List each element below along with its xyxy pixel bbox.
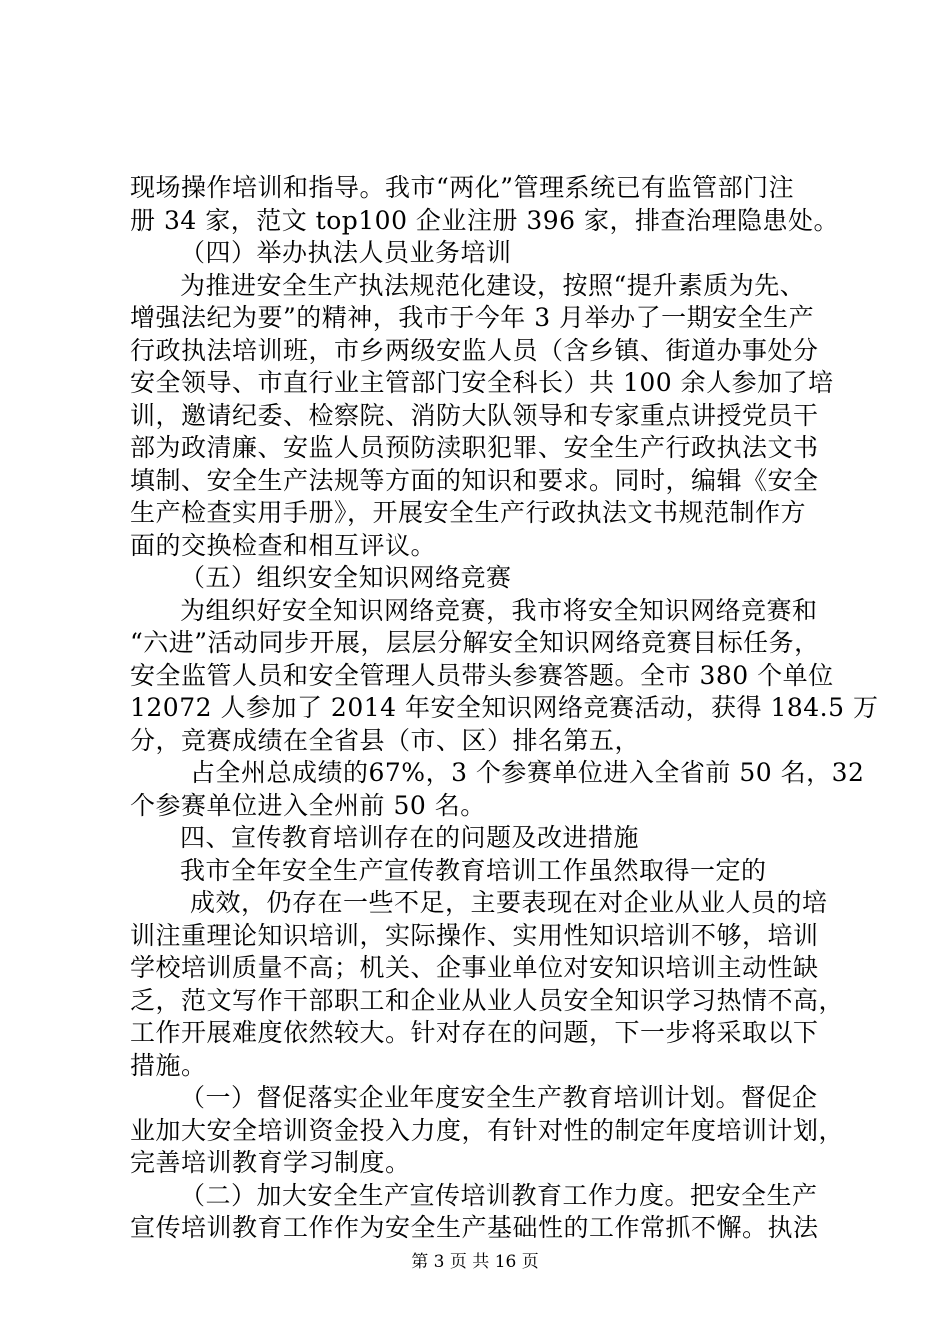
section-heading: （四）举办执法人员业务培训 xyxy=(180,238,512,267)
text-line: （一）督促落实企业年度安全生产教育培训计划。督促企 xyxy=(180,1083,818,1112)
text-line: 学校培训质量不高；机关、企事业单位对安知识培训主动性缺 xyxy=(130,953,819,982)
text-line: 我市全年安全生产宣传教育培训工作虽然取得一定的 xyxy=(180,855,767,885)
text-line: 业加大安全培训资金投入力度，有针对性的制定年度培训计划， xyxy=(130,1115,845,1145)
page-number: 第 3 页 共 16 页 xyxy=(411,1252,539,1272)
section-heading: 四、宣传教育培训存在的问题及改进措施 xyxy=(180,823,640,852)
text-line: 安全领导、市直行业主管部门安全科长）共 100 余人参加了培 xyxy=(130,368,834,397)
text-line: 措施。 xyxy=(130,1050,207,1080)
text-line: 宣传培训教育工作作为安全生产基础性的工作常抓不懈。执法 xyxy=(130,1213,819,1242)
text-line: 为推进安全生产执法规范化建设，按照“提升素质为先、 xyxy=(180,270,806,300)
text-line: 完善培训教育学习制度。 xyxy=(130,1148,411,1177)
text-line: 现场操作培训和指导。我市“两化”管理系统已有监管部门注 xyxy=(130,173,795,202)
text-line: 个参赛单位进入全州前 50 名。 xyxy=(130,790,486,820)
text-line: 成效，仍存在一些不足，主要表现在对企业从业人员的培 xyxy=(190,888,828,917)
text-line: 面的交换检查和相互评议。 xyxy=(130,530,437,560)
text-line: 分，竞赛成绩在全省县（市、区）排名第五， xyxy=(130,725,641,755)
text-line: “六进”活动同步开展，层层分解安全知识网络竞赛目标任务， xyxy=(130,628,820,657)
text-line: 占全州总成绩的67%，3 个参赛单位进入全省前 50 名，32 xyxy=(190,758,865,787)
text-line: 安全监管人员和安全管理人员带头参赛答题。全市 380 个单位 xyxy=(130,660,834,690)
text-line: 增强法纪为要”的精神，我市于今年 3 月举办了一期安全生产 xyxy=(130,303,815,332)
text-line: 为组织好安全知识网络竞赛，我市将安全知识网络竞赛和 xyxy=(180,595,818,625)
text-line: 册 34 家，范文 top100 企业注册 396 家，排查治理隐患处。 xyxy=(130,205,840,235)
document-body xyxy=(130,172,879,1245)
text-line: 部为政清廉、安监人员预防渎职犯罪、安全生产行政执法文书 xyxy=(130,433,819,462)
text-line: 12072 人参加了 2014 年安全知识网络竞赛活动，获得 184.5 万 xyxy=(130,693,879,722)
text-line: 生产检查实用手册》，开展安全生产行政执法文书规范制作方 xyxy=(130,498,807,527)
section-heading: （五）组织安全知识网络竞赛 xyxy=(180,563,512,592)
text-line: （二）加大安全生产宣传培训教育工作力度。把安全生产 xyxy=(180,1180,818,1210)
text-line: 工作开展难度依然较大。针对存在的问题，下一步将采取以下 xyxy=(130,1018,819,1047)
text-line: 训注重理论知识培训，实际操作、实用性知识培训不够，培训 xyxy=(130,920,819,950)
text-line: 乏，范文写作干部职工和企业从业人员安全知识学习热情不高， xyxy=(130,985,845,1015)
text-line: 训，邀请纪委、检察院、消防大队领导和专家重点讲授党员干 xyxy=(130,400,819,430)
text-line: 行政执法培训班，市乡两级安监人员（含乡镇、街道办事处分 xyxy=(130,335,819,365)
text-line: 填制、安全生产法规等方面的知识和要求。同时，编辑《安全 xyxy=(130,465,819,495)
